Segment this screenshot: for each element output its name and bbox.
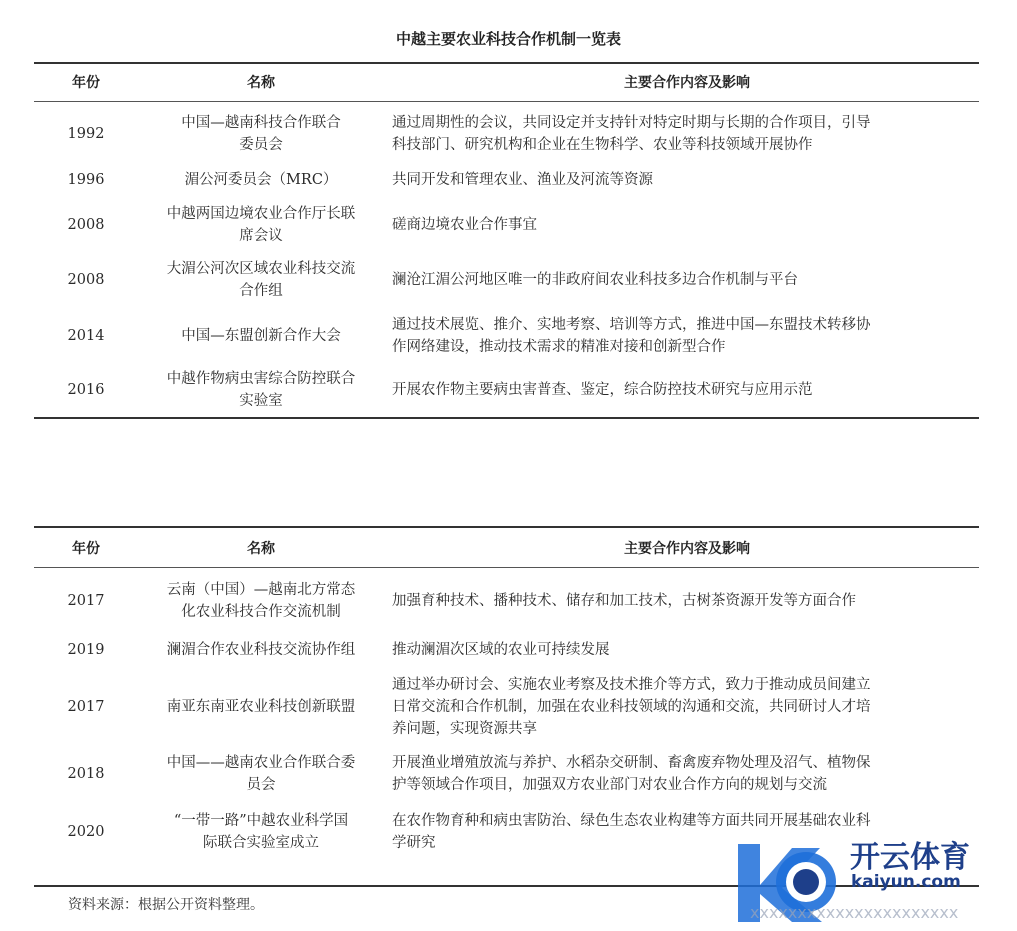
cell-content (392, 252, 982, 308)
cell-year: 2018 (67, 766, 105, 782)
cell-year: 2017 (67, 593, 105, 609)
source-note: 资料来源：根据公开资料整理。 (68, 897, 264, 913)
table-row (34, 743, 979, 805)
cell-content (392, 163, 982, 197)
cell-year: 1992 (67, 126, 105, 142)
name-line: 中越两国边境农业合作厅长联 (166, 205, 356, 222)
table-row (34, 252, 979, 308)
cell-year: 2016 (67, 382, 105, 398)
name-line: 席会议 (239, 227, 283, 244)
cell-year: 2008 (67, 216, 105, 233)
cell-name (138, 671, 384, 743)
content-line: 通过周期性的会议，共同设定并支持针对特定时期与长期的合作项目，引导 (392, 115, 871, 131)
content-line: 科技部门、研究机构和企业在生物科学、农业等科技领域开展协作 (392, 137, 813, 153)
name-line: 中越作物病虫害综合防控联合 (166, 371, 356, 387)
cell-name (138, 629, 384, 671)
name-line: 化农业科技合作交流机制 (181, 604, 341, 620)
cell-name (138, 364, 384, 416)
name-line: 澜湄合作农业科技交流协作组 (166, 642, 356, 658)
header-rule (34, 101, 979, 102)
content-line: 作网络建设，推动技术需求的精准对接和创新型合作 (392, 339, 726, 355)
top-rule (34, 62, 979, 64)
header-year: 年份 (72, 541, 100, 557)
name-line: 大湄公河次区域农业科技交流 (166, 261, 356, 277)
name-line: 员会 (246, 777, 276, 793)
name-line: “一带一路”中越农业科学国 (173, 813, 349, 829)
cell-name (138, 252, 384, 308)
table-title: 中越主要农业科技合作机制一览表 (395, 30, 621, 48)
cell-content (392, 197, 982, 252)
cell-year: 2020 (67, 824, 105, 840)
name-line: 中国——越南农业合作联合委 (166, 755, 356, 771)
table-row (34, 105, 979, 163)
header-name: 名称 (247, 75, 275, 91)
watermark-url: kaiyun.com (851, 872, 961, 892)
name-line: 委员会 (239, 137, 283, 153)
table-row (34, 308, 979, 364)
cell-year: 2019 (67, 642, 105, 658)
name-line: 实验室 (239, 393, 283, 409)
watermark-brand: 开云体育 (850, 840, 970, 875)
content-line: 养问题，实现资源共享 (392, 721, 537, 737)
header-rule (34, 567, 979, 568)
cell-content (392, 105, 982, 163)
content-line: 磋商边境农业合作事宜 (392, 216, 537, 233)
content-line: 护等领域合作项目，加强双方农业部门对农业合作方向的规划与交流 (392, 777, 827, 793)
content-line: 推动澜湄次区域的农业可持续发展 (392, 642, 610, 658)
cell-name (138, 197, 384, 252)
content-line: 在农作物育种和病虫害防治、绿色生态农业构建等方面共同开展基础农业科 (392, 813, 871, 829)
cell-year: 2017 (67, 699, 105, 715)
header-content: 主要合作内容及影响 (624, 75, 750, 91)
cell-content (392, 573, 982, 629)
table-row (34, 573, 979, 629)
table-row (34, 671, 979, 743)
name-line: 合作组 (239, 283, 283, 299)
table-row (34, 163, 979, 197)
header-name: 名称 (247, 541, 275, 557)
content-line: 开展渔业增殖放流与养护、水稻杂交研制、畜禽废弃物处理及沼气、植物保 (392, 755, 871, 771)
svg-text:xxxxxxxxxxxxxxxxxxxxxx: xxxxxxxxxxxxxxxxxxxxxx (750, 903, 959, 922)
content-line: 澜沧江湄公河地区唯一的非政府间农业科技多边合作机制与平台 (392, 272, 798, 288)
cell-name (138, 163, 384, 197)
table-header (34, 66, 979, 100)
cell-content (392, 629, 982, 671)
name-line: 云南（中国）—越南北方常态 (166, 582, 356, 598)
name-line: 中国—越南科技合作联合 (181, 115, 341, 131)
content-line: 日常交流和合作机制，加强在农业科技领域的沟通和交流，共同研讨人才培 (392, 699, 871, 715)
cell-name (138, 805, 384, 859)
bottom-rule (34, 417, 979, 419)
content-line: 共同开发和管理农业、渔业及河流等资源 (392, 172, 653, 188)
table-row (34, 364, 979, 416)
cell-name (138, 105, 384, 163)
header-content: 主要合作内容及影响 (624, 541, 750, 557)
name-line: 南亚东南亚农业科技创新联盟 (166, 699, 356, 715)
content-line: 通过技术展览、推介、实地考察、培训等方式，推进中国—东盟技术转移协 (392, 317, 871, 333)
content-line: 加强育种技术、播种技术、储存和加工技术，古树茶资源开发等方面合作 (392, 593, 856, 609)
cell-content (392, 364, 982, 416)
cell-name (138, 573, 384, 629)
content-line: 开展农作物主要病虫害普查、鉴定，综合防控技术研究与应用示范 (392, 382, 813, 398)
cell-content (392, 743, 982, 805)
table-row (34, 197, 979, 252)
table-1 (34, 62, 979, 422)
cell-name (138, 743, 384, 805)
cell-year: 2008 (67, 272, 105, 288)
cell-content (392, 671, 982, 743)
top-rule (34, 526, 979, 528)
name-line: 中国—东盟创新合作大会 (181, 328, 341, 344)
table-header (34, 532, 979, 566)
content-line: 通过举办研讨会、实施农业考察及技术推介等方式，致力于推动成员间建立 (392, 677, 871, 693)
cell-name (138, 308, 384, 364)
name-line: 湄公河委员会（MRC） (184, 172, 338, 188)
table-row (34, 629, 979, 671)
name-line: 际联合实验室成立 (202, 835, 319, 851)
cell-year: 2014 (67, 328, 105, 344)
cell-year: 1996 (67, 172, 105, 188)
header-year: 年份 (72, 75, 100, 91)
cell-content (392, 308, 982, 364)
content-line: 学研究 (392, 835, 436, 851)
